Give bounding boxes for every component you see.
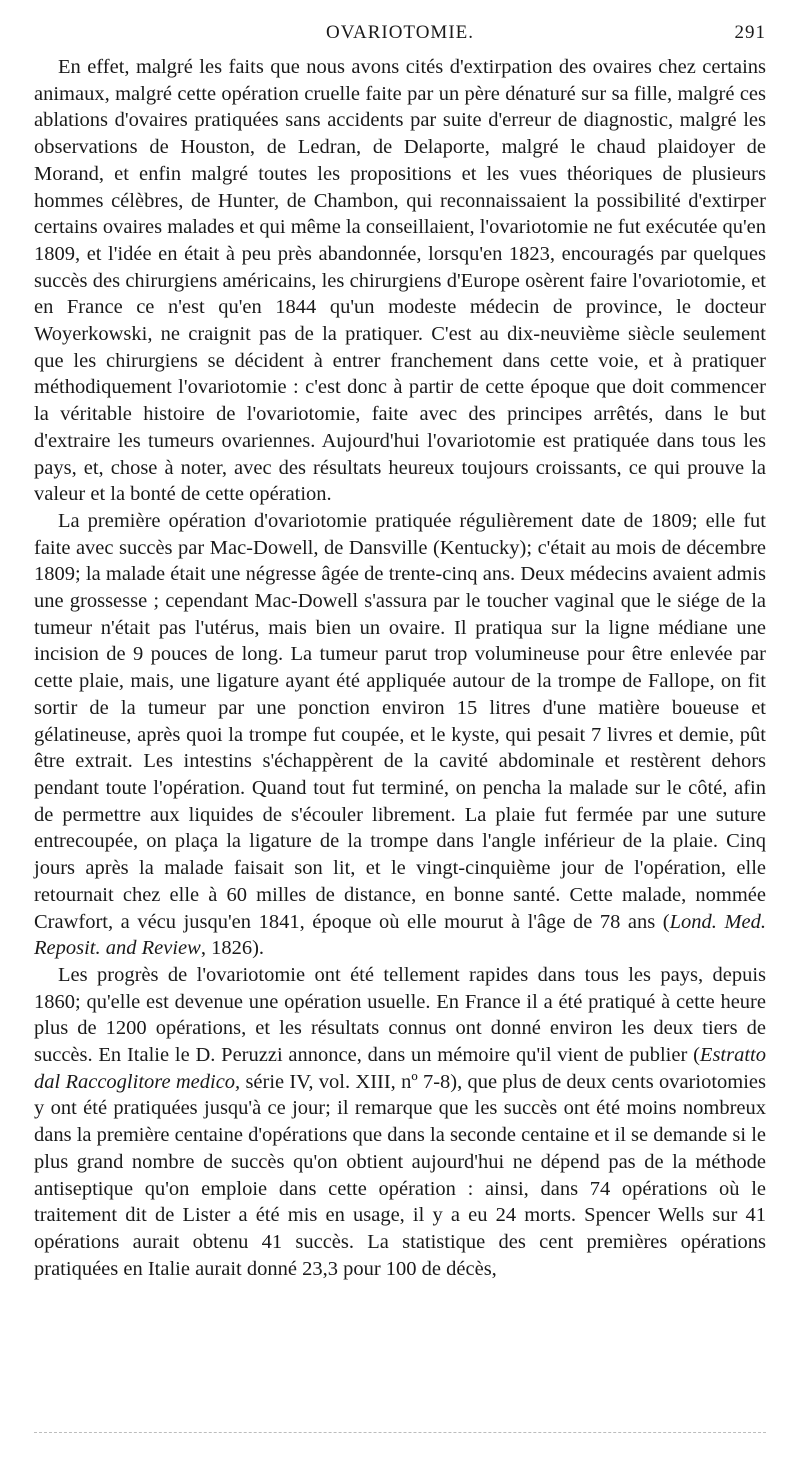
citation: Lond. Med. Reposit. and Review: [34, 910, 766, 960]
bottom-rule: [34, 1432, 766, 1433]
body-text: [34, 54, 766, 1282]
paragraph-text: série IV, vol. XIII, nº 7-8), que plus de deux cents ovariotomies y ont été pratiquées jusqu'à ce jour; il remarque que les succès ont été moins nombreux dans la première centaine d'opérations que dans la seconde centaine et il se demande si le plus grand nombre de succès qu'on obtient aujourd'hui ne dépend pas de la méthode antiseptique qu'on emploie dans cette opération : ainsi, dans 74 opérations où le traitement dit de Lister a été mis en usage, il y a eu 24 morts. Spencer Wells sur 41 opérations aurait obtenu 41 succès. La statistique des cent premières opérations pratiquées en Italie aurait donné 23,3 pour 100 de décès,: [34, 1070, 766, 1280]
book-page: [34, 22, 766, 1282]
paragraph-text: En effet, malgré les faits que nous avons cités d'extirpation des ovaires chez certains animaux, malgré cette opération cruelle faite par un père dénaturé sur sa fille, malgré ces ablations d'ovaires pratiquées sans accidents par suite d'erreur de diagnostic, malgré les observations de Houston, de Ledran, de Delaporte, malgré le chaud plaidoyer de Morand, et enfin malgré toutes les propositions et les vues théoriques de plusieurs hommes célèbres, de Hunter, de Chambon, qui reconnaissaient la possibilité d'extirper certains ovaires malades et qui même la conseillaient, l'ovariotomie ne fut exécutée qu'en 1809, et l'idée en était à peu près abandonnée, lorsqu'en 1823, encouragés par quelques succès des chirurgiens américains, les chirurgiens d'Europe osèrent faire l'ovariotomie, et en France ce n'est qu'en 1844 qu'un modeste médecin de province, le docteur Woyerkowski, ne craignit pas de la pratiquer. C'est au dix-neuvième siècle seulement que les chirurgiens se décident à entrer franchement dans cette voie, et à pratiquer méthodiquement l'ovariotomie : c'est donc à partir de cette époque que doit commencer la véritable histoire de l'ovariotomie, faite avec des principes arrêtés, dans le but d'extraire les tumeurs ovariennes. Aujourd'hui l'ovariotomie est pratiquée dans tous les pays, et, chose à noter, avec des résultats heureux toujours croissants, ce qui prouve la valeur et la bonté de cette opération.: [34, 56, 767, 506]
page-number: 291: [734, 22, 766, 43]
paragraph: [34, 508, 766, 962]
paragraph: [34, 54, 766, 508]
citation: Estratto dal Raccoglitore medico,: [34, 1044, 766, 1093]
paragraph: [34, 962, 766, 1282]
paragraph-text: , 1826).: [200, 937, 265, 960]
running-title: OVARIOTOMIE.: [326, 22, 474, 43]
paragraph-text: La première opération d'ovariotomie pratiquée régulièrement date de 1809; elle fut faite avec succès par Mac-Dowell, de Dansville (Kentucky); c'était au mois de décembre 1809; la malade était une négresse âgée de trente-cinq ans. Deux médecins avaient admis une grossesse ; cependant Mac-Dowell s'assura par le toucher vaginal que le siége de la tumeur n'était pas l'utérus, mais bien un ovaire. Il pratiqua sur la ligne médiane une incision de 9 pouces de long. La tumeur parut trop volumineuse pour être enlevée par cette plaie, mais, une ligature ayant été appliquée autour de la trompe de Fallope, on fit sortir de la tumeur par une ponction environ 15 litres d'une matière boueuse et gélatineuse, après quoi la trompe fut coupée, et le kyste, qui pesait 7 livres et demie, pût être extrait. Les intestins s'échappèrent de la cavité abdominale et restèrent dehors pendant toute l'opération. Quand tout fut terminé, on pencha la malade sur le côté, afin de permettre aux liquides de s'écouler librement. La plaie fut fermée par une suture entrecoupée, on plaça la ligature de la trompe dans l'angle inférieur de la plaie. Cinq jours après la malade faisait son lit, et le vingt-cinquième jour de l'opération, elle retournait chez elle à 60 milles de distance, en bonne santé. Cette malade, nommée Crawfort, a vécu jusqu'en 1841, époque où elle mourut à l'âge de 78 ans (: [34, 509, 766, 933]
running-head: [34, 22, 766, 54]
paragraph-text: Les progrès de l'ovariotomie ont été tellement rapides dans tous les pays, depuis 1860; qu'elle est devenue une opération usuelle. En France il a été pratiqué à cette heure plus de 1200 opérations, et les résultats connus ont donné environ les deux tiers de succès. En Italie le D. Peruzzi annonce, dans un mémoire qu'il vient de publier (: [34, 963, 766, 1067]
